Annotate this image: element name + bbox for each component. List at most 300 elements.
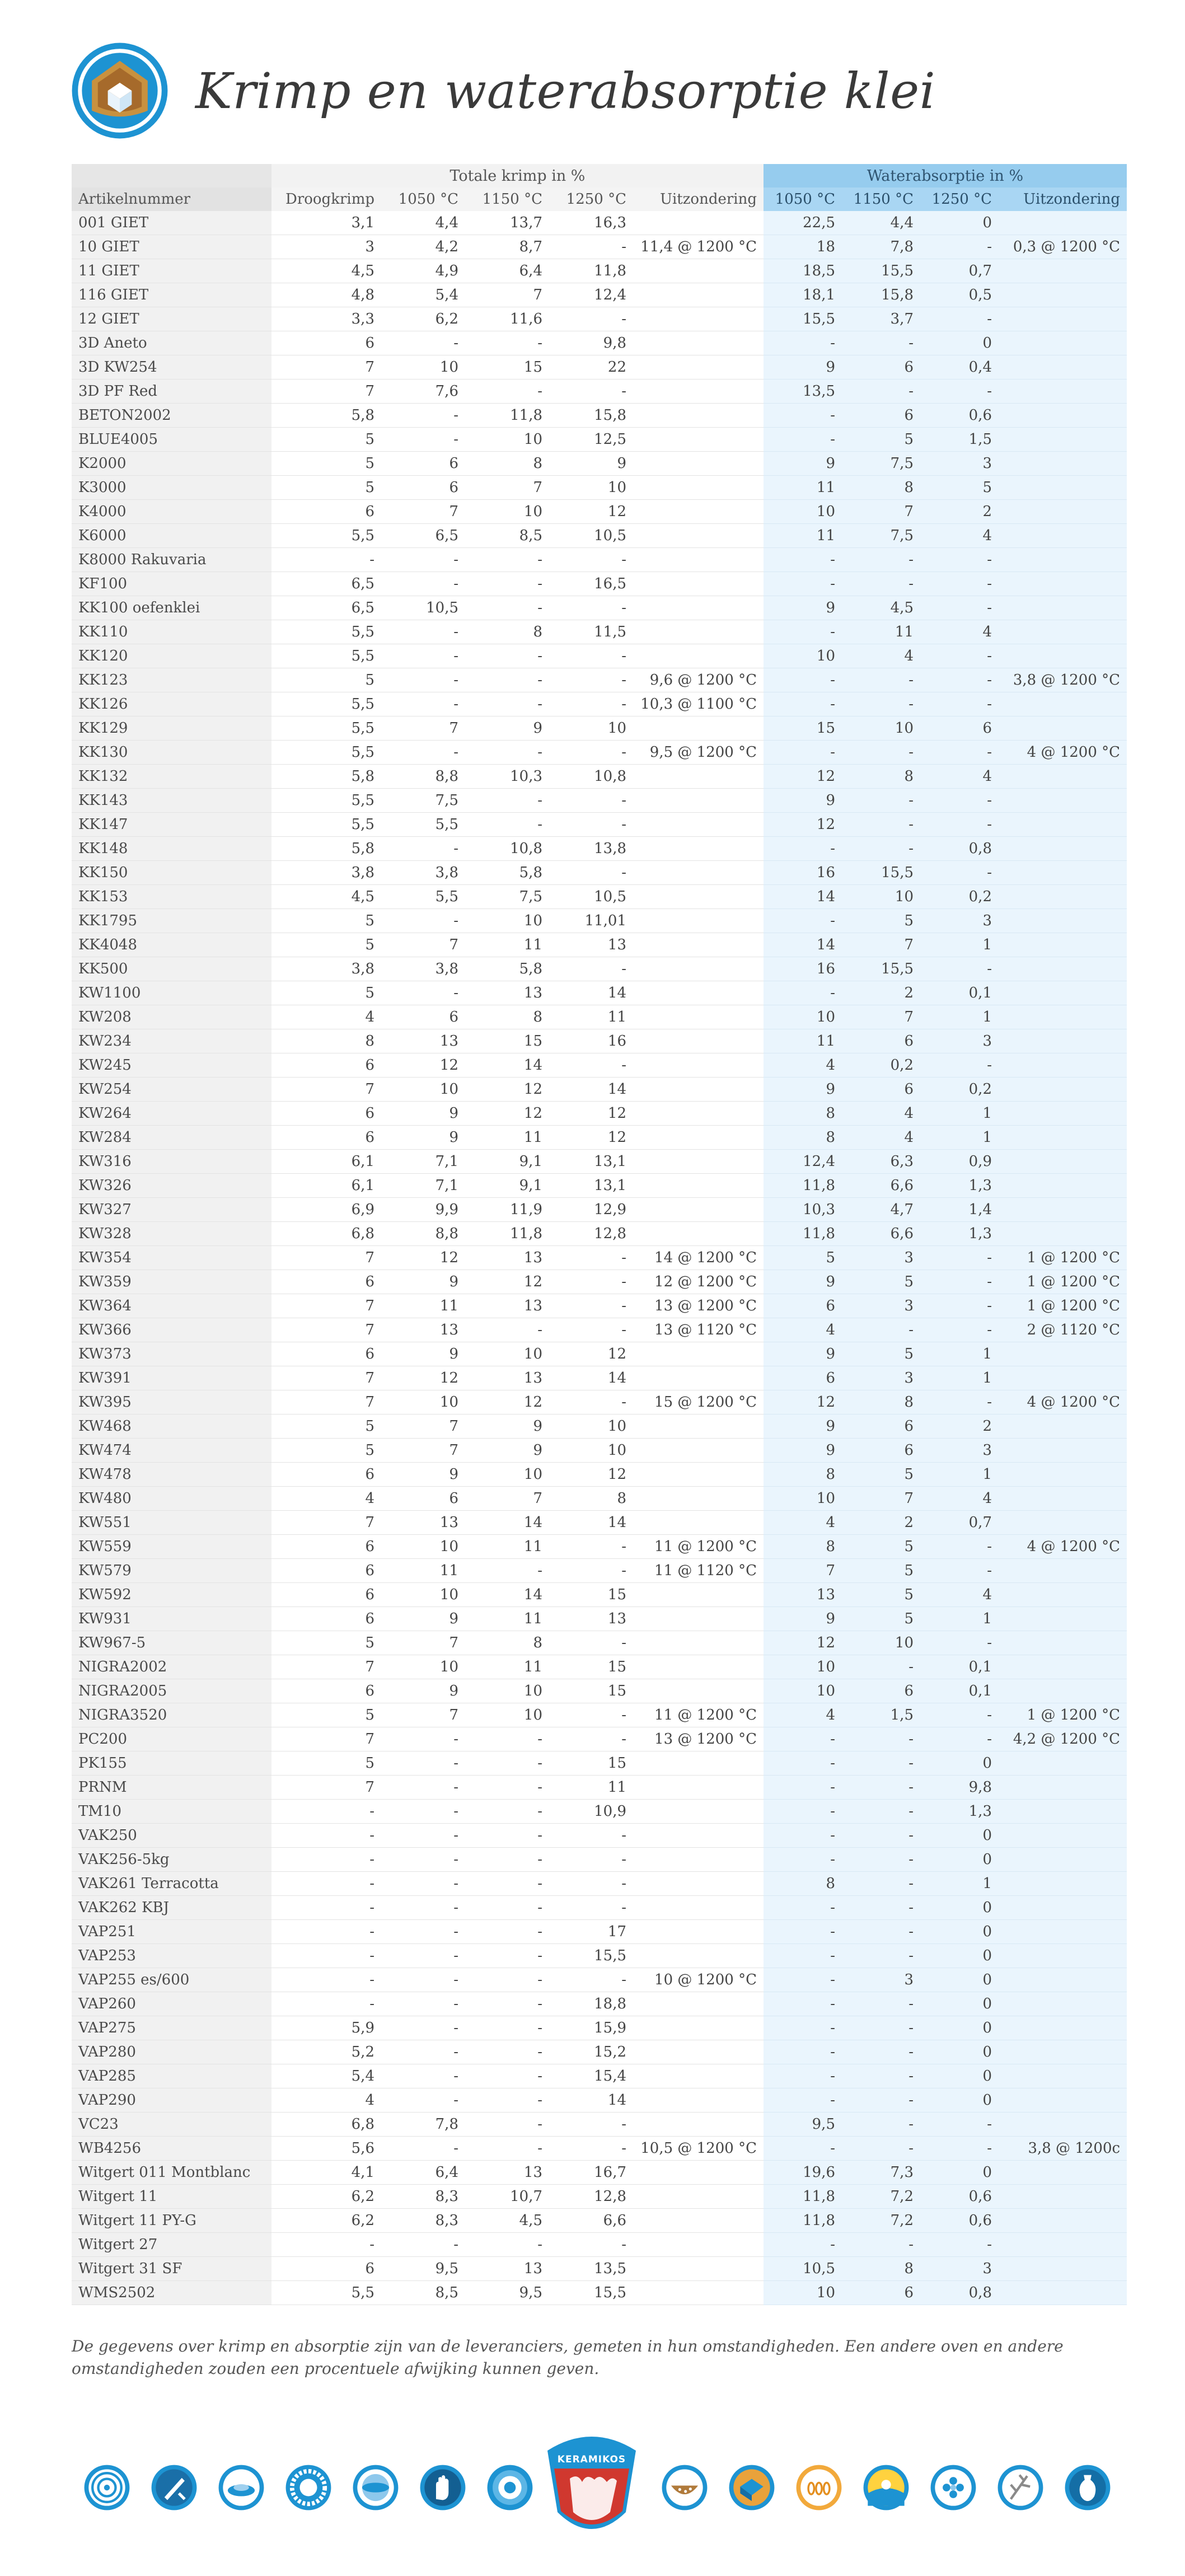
cell-krimp-1250: 16,5 [549, 572, 633, 596]
cell-droogkrimp: 6,2 [271, 2209, 381, 2233]
cell-water-1250: 1 [920, 1126, 999, 1150]
cell-artikelnummer: KW359 [72, 1270, 271, 1294]
cell-water-uitzondering [999, 2161, 1127, 2185]
cell-water-uitzondering [999, 957, 1127, 981]
cell-water-1150: - [842, 1776, 920, 1800]
cell-krimp-uitzondering [633, 1366, 764, 1390]
cell-water-1150: - [842, 741, 920, 765]
cell-droogkrimp: 6 [271, 1053, 381, 1078]
cell-krimp-uitzondering: 13 @ 1120 °C [633, 1318, 764, 1342]
cell-krimp-1150: 11,8 [465, 1222, 549, 1246]
cell-krimp-uitzondering [633, 524, 764, 548]
table-row [72, 2161, 1127, 2185]
cell-water-1150: 15,5 [842, 861, 920, 885]
cell-artikelnummer: KW327 [72, 1198, 271, 1222]
cell-krimp-uitzondering [633, 1920, 764, 1944]
cell-krimp-1250: - [549, 2233, 633, 2257]
cell-water-1250: 0,1 [920, 1655, 999, 1679]
cell-droogkrimp: 3,1 [271, 211, 381, 235]
group-header-water: Waterabsorptie in % [764, 164, 1127, 188]
cell-krimp-uitzondering [633, 1126, 764, 1150]
cell-krimp-1250: - [549, 596, 633, 620]
cell-krimp-uitzondering [633, 1872, 764, 1896]
cell-water-1150: - [842, 1896, 920, 1920]
cell-water-1050: 8 [764, 1463, 842, 1487]
cell-krimp-1250: 9,8 [549, 331, 633, 355]
cell-krimp-1150: 13 [465, 2161, 549, 2185]
cell-droogkrimp: 5,6 [271, 2137, 381, 2161]
cell-water-1250: 3 [920, 1439, 999, 1463]
cell-water-1150: - [842, 1920, 920, 1944]
table-row [72, 307, 1127, 331]
cell-krimp-1250: 13 [549, 1607, 633, 1631]
cell-water-1250: 4 [920, 1583, 999, 1607]
cell-krimp-uitzondering [633, 1174, 764, 1198]
cell-droogkrimp: 6 [271, 2257, 381, 2281]
cell-water-uitzondering [999, 524, 1127, 548]
cell-droogkrimp: 5,5 [271, 524, 381, 548]
cell-krimp-1150: - [465, 1992, 549, 2016]
cell-water-1150: - [842, 2040, 920, 2064]
cell-artikelnummer: KW354 [72, 1246, 271, 1270]
cell-krimp-uitzondering [633, 2209, 764, 2233]
cell-krimp-1150: - [465, 2137, 549, 2161]
cell-water-1150: 3 [842, 1246, 920, 1270]
cell-krimp-1150: 11 [465, 1535, 549, 1559]
cell-water-1150: - [842, 1824, 920, 1848]
cell-krimp-1150: - [465, 331, 549, 355]
cell-krimp-1150: 9,1 [465, 1150, 549, 1174]
cell-artikelnummer: PRNM [72, 1776, 271, 1800]
cell-krimp-1050: - [381, 428, 465, 452]
cell-water-1050: - [764, 837, 842, 861]
cell-water-1050: 4 [764, 1318, 842, 1342]
cell-krimp-1150: - [465, 1872, 549, 1896]
cell-water-1150: 6,3 [842, 1150, 920, 1174]
cell-water-1250: 0 [920, 1968, 999, 1992]
cell-water-1250: - [920, 1246, 999, 1270]
cell-water-1250: 0 [920, 2040, 999, 2064]
sun-icon [862, 2463, 910, 2512]
cell-water-uitzondering [999, 1415, 1127, 1439]
cell-droogkrimp: 3 [271, 235, 381, 259]
table-row [72, 1078, 1127, 1102]
cell-krimp-1250: 15,8 [549, 404, 633, 428]
table-row [72, 355, 1127, 380]
column-header-water-1150: 1150 °C [842, 188, 920, 211]
cell-water-1150: - [842, 331, 920, 355]
cell-krimp-1150: 14 [465, 1053, 549, 1078]
cell-krimp-1050: 7,6 [381, 380, 465, 404]
cell-artikelnummer: 3D PF Red [72, 380, 271, 404]
cell-water-1050: - [764, 909, 842, 933]
cell-krimp-1250: - [549, 2113, 633, 2137]
cell-droogkrimp: 6,8 [271, 2113, 381, 2137]
cell-water-uitzondering [999, 909, 1127, 933]
cell-krimp-1150: - [465, 1776, 549, 1800]
cell-water-1050: 10 [764, 500, 842, 524]
cell-water-1250: 1,4 [920, 1198, 999, 1222]
cell-water-1250: - [920, 1631, 999, 1655]
cell-krimp-1050: 9 [381, 1679, 465, 1703]
cell-water-1250: - [920, 789, 999, 813]
cell-krimp-uitzondering [633, 1005, 764, 1029]
cell-krimp-1050: 8,3 [381, 2185, 465, 2209]
cell-krimp-uitzondering [633, 981, 764, 1005]
cell-krimp-1050: 13 [381, 1511, 465, 1535]
cell-krimp-1250: - [549, 861, 633, 885]
cell-krimp-1150: 4,5 [465, 2209, 549, 2233]
cell-krimp-1150: 9 [465, 1415, 549, 1439]
cell-krimp-1250: 8 [549, 1487, 633, 1511]
cell-water-1250: - [920, 1535, 999, 1559]
cell-water-1050: - [764, 1848, 842, 1872]
cell-droogkrimp: 6 [271, 1102, 381, 1126]
cell-water-1050: - [764, 981, 842, 1005]
cell-water-1050: - [764, 1896, 842, 1920]
cell-water-1050: 10 [764, 644, 842, 668]
cell-artikelnummer: Witgert 011 Montblanc [72, 2161, 271, 2185]
cell-water-1050: - [764, 1944, 842, 1968]
cell-krimp-1050: 6,4 [381, 2161, 465, 2185]
cell-krimp-1050: 11 [381, 1294, 465, 1318]
cell-water-1150: 7,5 [842, 524, 920, 548]
cell-water-uitzondering [999, 1583, 1127, 1607]
cell-krimp-1150: - [465, 2064, 549, 2088]
cell-krimp-uitzondering [633, 1848, 764, 1872]
cell-artikelnummer: K8000 Rakuvaria [72, 548, 271, 572]
cell-water-1250: - [920, 1294, 999, 1318]
cell-water-1050: - [764, 1824, 842, 1848]
cell-krimp-1050: 10 [381, 1655, 465, 1679]
column-header-krimp-uitzondering: Uitzondering [633, 188, 764, 211]
table-row [72, 211, 1127, 235]
table-row [72, 2185, 1127, 2209]
cell-artikelnummer: 11 GIET [72, 259, 271, 283]
cell-artikelnummer: VAP251 [72, 1920, 271, 1944]
table-row [72, 1968, 1127, 1992]
cell-krimp-1250: 14 [549, 981, 633, 1005]
cell-krimp-1050: - [381, 692, 465, 716]
cell-krimp-1250: - [549, 1703, 633, 1727]
cell-droogkrimp: 5 [271, 1631, 381, 1655]
cell-water-uitzondering [999, 1968, 1127, 1992]
cell-krimp-1250: 13,8 [549, 837, 633, 861]
cell-krimp-uitzondering [633, 1029, 764, 1053]
cell-water-1050: 9 [764, 355, 842, 380]
cell-water-uitzondering [999, 283, 1127, 307]
cell-krimp-1150: - [465, 1800, 549, 1824]
cell-krimp-1150: - [465, 380, 549, 404]
cell-artikelnummer: KW967-5 [72, 1631, 271, 1655]
cell-krimp-1150: - [465, 1751, 549, 1776]
cell-krimp-1250: 12,5 [549, 428, 633, 452]
cell-krimp-1050: 7 [381, 1415, 465, 1439]
table-row [72, 1679, 1127, 1703]
cell-artikelnummer: KW468 [72, 1415, 271, 1439]
cell-water-1250: 1 [920, 1872, 999, 1896]
column-header-water-1250: 1250 °C [920, 188, 999, 211]
cell-artikelnummer: KK100 oefenklei [72, 596, 271, 620]
cell-droogkrimp: 4 [271, 2088, 381, 2113]
cell-water-1250: 0 [920, 211, 999, 235]
cell-water-uitzondering [999, 476, 1127, 500]
cell-krimp-uitzondering [633, 1607, 764, 1631]
cell-water-uitzondering [999, 1824, 1127, 1848]
cell-krimp-1150: 8,7 [465, 235, 549, 259]
cell-droogkrimp: 4 [271, 1005, 381, 1029]
table-row [72, 2064, 1127, 2088]
cell-water-1250: 0,7 [920, 259, 999, 283]
cell-water-1050: - [764, 331, 842, 355]
cell-water-1250: - [920, 1318, 999, 1342]
cell-droogkrimp: 6 [271, 1607, 381, 1631]
cell-artikelnummer: TM10 [72, 1800, 271, 1824]
cell-krimp-1050: - [381, 837, 465, 861]
cell-krimp-1150: 7 [465, 283, 549, 307]
cell-water-1250: 0,6 [920, 404, 999, 428]
cell-krimp-1050: - [381, 2016, 465, 2040]
cell-artikelnummer: KK4048 [72, 933, 271, 957]
group-header-blank [72, 164, 271, 188]
table-row [72, 620, 1127, 644]
cell-krimp-1250: 13 [549, 933, 633, 957]
cell-krimp-1050: 7,8 [381, 2113, 465, 2137]
table-row [72, 259, 1127, 283]
cell-water-1250: 0 [920, 2161, 999, 2185]
cell-krimp-1050: 6 [381, 1487, 465, 1511]
cell-water-1150: 7,5 [842, 452, 920, 476]
cell-water-1050: - [764, 1727, 842, 1751]
cell-artikelnummer: VAK256-5kg [72, 1848, 271, 1872]
clay-block-icon [728, 2463, 776, 2512]
cell-droogkrimp: - [271, 1968, 381, 1992]
cell-krimp-1150: 8 [465, 620, 549, 644]
cell-water-uitzondering [999, 1992, 1127, 2016]
cell-krimp-1150: 11,9 [465, 1198, 549, 1222]
cell-krimp-uitzondering: 11,4 @ 1200 °C [633, 235, 764, 259]
cell-water-1050: 13 [764, 1583, 842, 1607]
cell-krimp-1050: 6 [381, 476, 465, 500]
cell-artikelnummer: KK500 [72, 957, 271, 981]
cell-krimp-1250: 11,8 [549, 259, 633, 283]
cell-artikelnummer: KW366 [72, 1318, 271, 1342]
cell-water-1150: 5 [842, 1463, 920, 1487]
table-row [72, 1751, 1127, 1776]
cell-krimp-1050: - [381, 2040, 465, 2064]
table-row [72, 909, 1127, 933]
cell-krimp-1050: - [381, 909, 465, 933]
cell-water-1250: - [920, 668, 999, 692]
table-row [72, 644, 1127, 668]
cell-water-uitzondering [999, 1800, 1127, 1824]
cell-water-uitzondering [999, 1559, 1127, 1583]
cell-water-1050: 12 [764, 813, 842, 837]
cell-water-1250: 1,3 [920, 1222, 999, 1246]
cell-droogkrimp: 4 [271, 1487, 381, 1511]
cell-artikelnummer: KK147 [72, 813, 271, 837]
cell-water-1250: - [920, 957, 999, 981]
cell-water-1050: 22,5 [764, 211, 842, 235]
page-title: Krimp en waterabsorptie klei [195, 62, 936, 120]
cell-krimp-uitzondering [633, 307, 764, 331]
cell-krimp-1150: 11 [465, 933, 549, 957]
cell-krimp-1050: 13 [381, 1318, 465, 1342]
cell-water-1050: 12 [764, 1390, 842, 1415]
cell-water-uitzondering: 4 @ 1200 °C [999, 1535, 1127, 1559]
cell-krimp-1150: 7,5 [465, 885, 549, 909]
cell-krimp-1050: 10 [381, 1390, 465, 1415]
cell-water-uitzondering [999, 452, 1127, 476]
cell-krimp-1150: 10 [465, 428, 549, 452]
cell-water-uitzondering: 4,2 @ 1200 °C [999, 1727, 1127, 1751]
cell-krimp-1150: 15 [465, 355, 549, 380]
cell-artikelnummer: KW245 [72, 1053, 271, 1078]
cell-water-1050: 11,8 [764, 1222, 842, 1246]
cell-krimp-uitzondering: 11 @ 1200 °C [633, 1703, 764, 1727]
cell-water-1250: 0 [920, 1824, 999, 1848]
cell-water-uitzondering [999, 1920, 1127, 1944]
cell-krimp-1050: 9 [381, 1126, 465, 1150]
cell-water-1050: 10 [764, 1487, 842, 1511]
cell-water-uitzondering [999, 404, 1127, 428]
cell-krimp-1150: - [465, 548, 549, 572]
cell-krimp-1150: 10 [465, 1679, 549, 1703]
cell-water-1050: 14 [764, 933, 842, 957]
cell-artikelnummer: KW1100 [72, 981, 271, 1005]
cell-water-1150: - [842, 1944, 920, 1968]
cell-water-1050: 6 [764, 1294, 842, 1318]
cell-artikelnummer: 10 GIET [72, 235, 271, 259]
cell-droogkrimp: 3,8 [271, 861, 381, 885]
cell-water-1250: - [920, 1390, 999, 1415]
cell-droogkrimp: 7 [271, 1246, 381, 1270]
cell-krimp-1150: - [465, 2233, 549, 2257]
cell-artikelnummer: KW328 [72, 1222, 271, 1246]
cell-artikelnummer: VAK262 KBJ [72, 1896, 271, 1920]
cell-krimp-1150: - [465, 2113, 549, 2137]
cell-water-1050: - [764, 2088, 842, 2113]
cell-krimp-uitzondering [633, 452, 764, 476]
cell-droogkrimp: 5 [271, 909, 381, 933]
cell-krimp-1150: 9 [465, 1439, 549, 1463]
cell-krimp-1150: 9,1 [465, 1174, 549, 1198]
cell-krimp-1250: 11 [549, 1005, 633, 1029]
cell-water-uitzondering [999, 1222, 1127, 1246]
cell-krimp-1050: 9 [381, 1607, 465, 1631]
cell-water-1150: - [842, 668, 920, 692]
table-row [72, 1294, 1127, 1318]
cell-water-1250: 0 [920, 1751, 999, 1776]
cell-droogkrimp: - [271, 1992, 381, 2016]
table-row [72, 500, 1127, 524]
cell-artikelnummer: K4000 [72, 500, 271, 524]
cell-droogkrimp: - [271, 2233, 381, 2257]
cell-water-1050: - [764, 1800, 842, 1824]
cell-droogkrimp: 5 [271, 1415, 381, 1439]
table-row [72, 1872, 1127, 1896]
cell-krimp-uitzondering [633, 428, 764, 452]
cell-droogkrimp: 7 [271, 1727, 381, 1751]
cell-krimp-uitzondering [633, 1053, 764, 1078]
cell-water-1250: 0,2 [920, 885, 999, 909]
cell-artikelnummer: VAP290 [72, 2088, 271, 2113]
cell-krimp-1150: 11,6 [465, 307, 549, 331]
table-row [72, 885, 1127, 909]
cell-droogkrimp: 7 [271, 1318, 381, 1342]
cell-artikelnummer: NIGRA2005 [72, 1679, 271, 1703]
cell-water-1250: 0,1 [920, 981, 999, 1005]
cell-water-1250: 0,7 [920, 1511, 999, 1535]
cell-krimp-uitzondering [633, 1583, 764, 1607]
table-row [72, 933, 1127, 957]
cell-krimp-uitzondering [633, 2040, 764, 2064]
cell-krimp-1250: - [549, 789, 633, 813]
cell-krimp-1050: 12 [381, 1053, 465, 1078]
cell-water-1150: 5 [842, 1583, 920, 1607]
cell-water-1250: 3 [920, 909, 999, 933]
cell-water-uitzondering [999, 2064, 1127, 2088]
cell-water-1050: 9 [764, 1415, 842, 1439]
table-row [72, 1655, 1127, 1679]
cell-water-1250: 1,5 [920, 428, 999, 452]
cell-droogkrimp: 5 [271, 668, 381, 692]
cell-krimp-1150: - [465, 572, 549, 596]
table-row [72, 668, 1127, 692]
table-row [72, 1559, 1127, 1583]
cell-krimp-uitzondering [633, 909, 764, 933]
cell-water-1050: - [764, 2016, 842, 2040]
cell-krimp-uitzondering [633, 716, 764, 741]
cell-krimp-uitzondering [633, 572, 764, 596]
table-row [72, 2137, 1127, 2161]
cell-water-uitzondering [999, 2281, 1127, 2305]
cell-krimp-1150: - [465, 1559, 549, 1583]
cell-water-1150: 6 [842, 1078, 920, 1102]
table-row [72, 741, 1127, 765]
cell-droogkrimp: 6,9 [271, 1198, 381, 1222]
table-row [72, 716, 1127, 741]
cell-krimp-1250: 10,8 [549, 765, 633, 789]
beads-icon [795, 2463, 843, 2512]
cell-krimp-uitzondering [633, 476, 764, 500]
cell-krimp-1250: - [549, 1390, 633, 1415]
cell-artikelnummer: KW478 [72, 1463, 271, 1487]
column-header-water-1050: 1050 °C [764, 188, 842, 211]
cell-krimp-1250: 12,8 [549, 2185, 633, 2209]
cell-water-1150: 5 [842, 1607, 920, 1631]
table-row [72, 1150, 1127, 1174]
cell-droogkrimp: 5 [271, 1703, 381, 1727]
cell-artikelnummer: KW480 [72, 1487, 271, 1511]
cell-water-1150: 6 [842, 1679, 920, 1703]
cell-water-1150: 10 [842, 1631, 920, 1655]
cell-water-1250: 0,9 [920, 1150, 999, 1174]
cell-artikelnummer: KW579 [72, 1559, 271, 1583]
cell-krimp-1250: 15,2 [549, 2040, 633, 2064]
cell-artikelnummer: KW474 [72, 1439, 271, 1463]
cell-water-1050: 19,6 [764, 2161, 842, 2185]
cell-water-uitzondering [999, 2016, 1127, 2040]
bowl-icon [661, 2463, 709, 2512]
cell-water-1250: - [920, 692, 999, 716]
cell-krimp-1150: 10,7 [465, 2185, 549, 2209]
cell-water-1050: 5 [764, 1246, 842, 1270]
cell-krimp-1050: 7,1 [381, 1150, 465, 1174]
cell-water-uitzondering [999, 1439, 1127, 1463]
cell-water-1150: 10 [842, 885, 920, 909]
cell-krimp-1250: 22 [549, 355, 633, 380]
